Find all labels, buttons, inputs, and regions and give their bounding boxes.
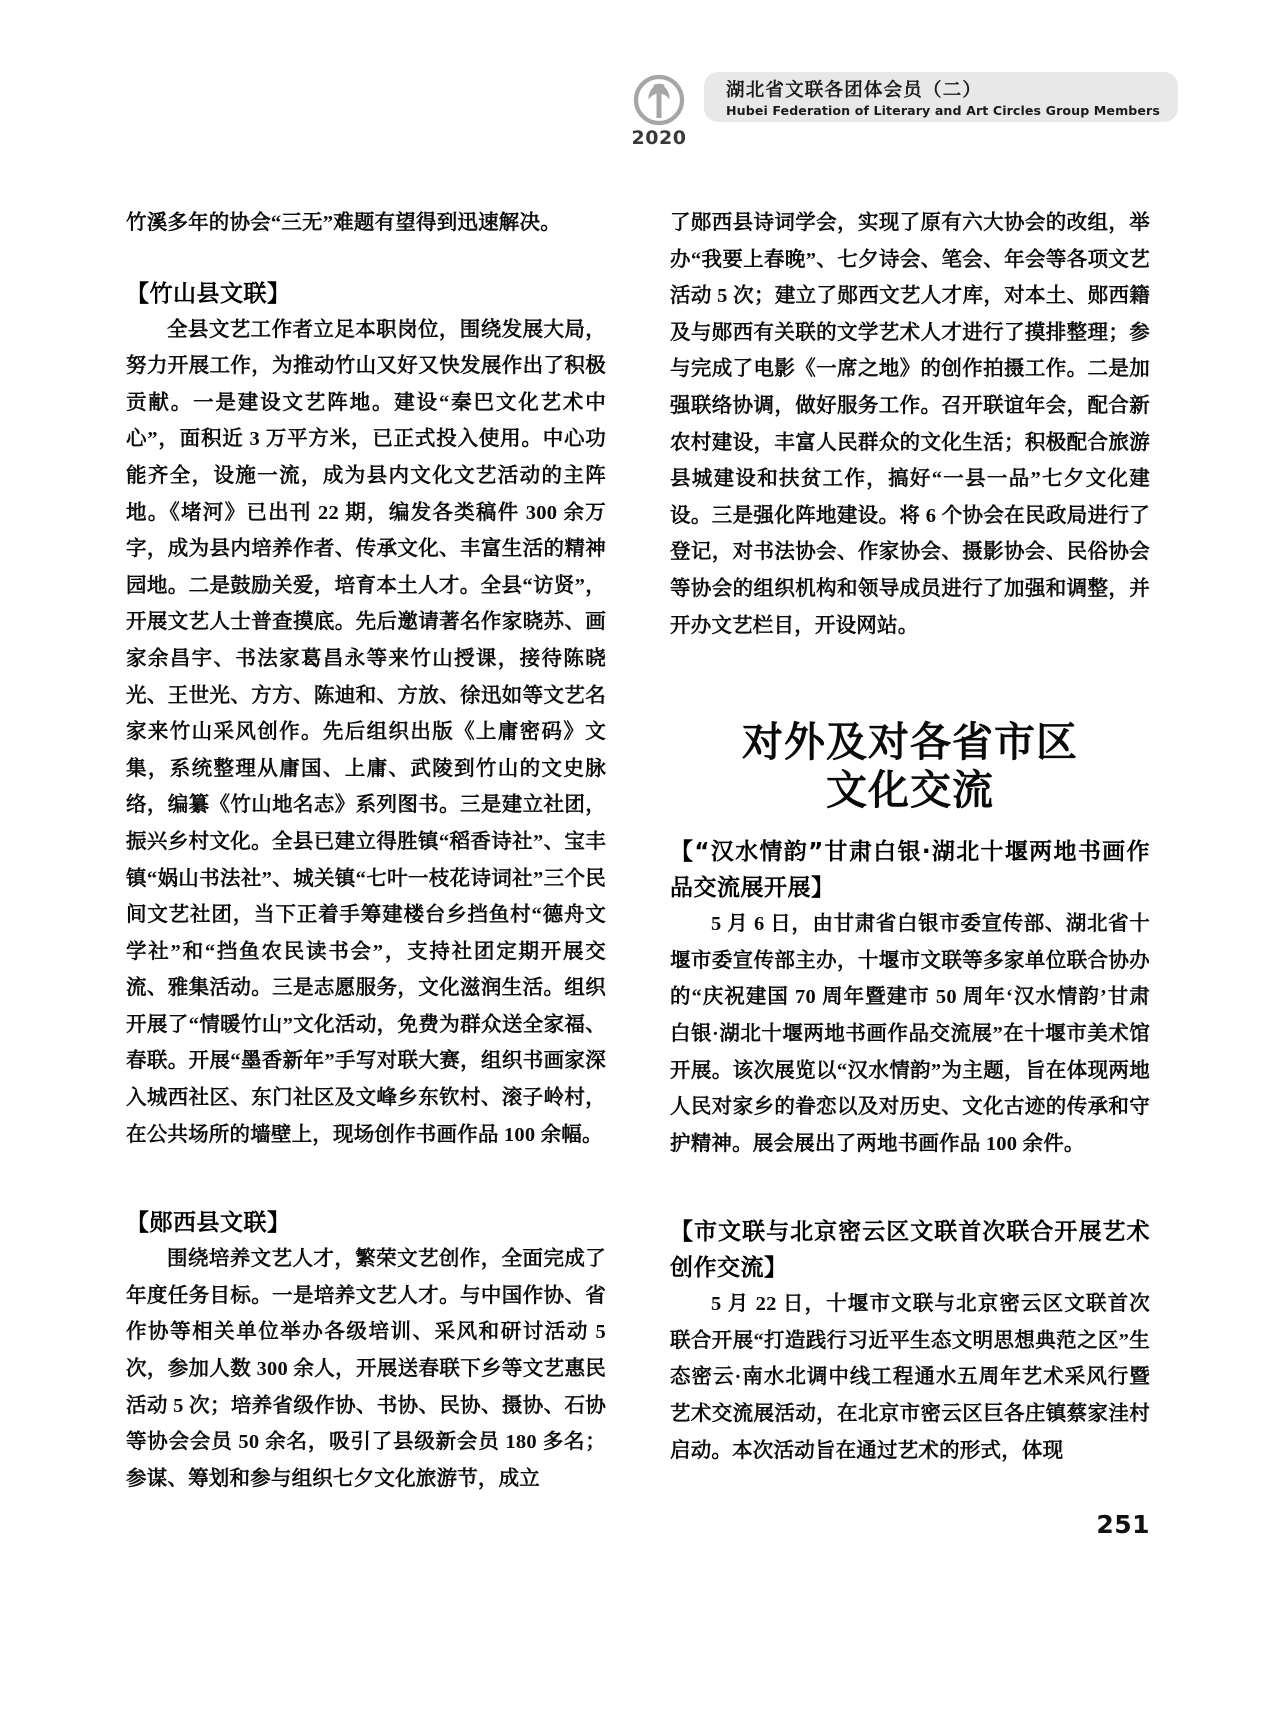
- spacer: [670, 814, 1150, 834]
- page-title: [670, 718, 1150, 814]
- section-heading-miyun-exchange: 【市文联与北京密云区文联首次联合开展艺术创作交流】: [670, 1219, 1150, 1282]
- hubei-federation-emblem-icon: [633, 74, 685, 126]
- section-body-yunxi: 围绕培养文艺人才，繁荣文艺创作，全面完成了年度任务目标。一是培养文艺人才。与中国作协、省作协等相关单位举办各级培训、采风和研讨活动 5 次，参加人数 300 余人，开展送春联下乡等文艺惠民活动 5 次；培养省级作协、书协、民协、摄协、石协等协会会员 50 余名，吸引了县级新会员 180 多名；参谋、筹划和参与组织七夕文化旅游节，成立: [126, 1248, 606, 1490]
- header-banner: [704, 72, 1178, 122]
- lead-paragraph: 竹溪多年的协会“三无”难题有望得到迅速解决。: [126, 212, 561, 234]
- spacer: [126, 242, 606, 276]
- header-logo-year: 2020: [631, 127, 687, 149]
- section-heading-yunxi: 【郧西县文联】: [126, 1210, 291, 1237]
- header-logo: [620, 74, 698, 149]
- page-title-line1: 对外及对各省市区: [742, 718, 1078, 767]
- section-body-miyun-exchange: 5 月 22 日，十堰市文联与北京密云区文联首次联合开展“打造践行习近平生态文明思想典范之区”生态密云·南水北调中线工程通水五周年艺术采风行暨艺术交流展活动，在北京市密云区巨各庄镇蔡家洼村启动。本次活动旨在通过艺术的形式，体现: [670, 1293, 1150, 1462]
- section-body-zhushan: 全县文艺工作者立足本职岗位，围绕发展大局，努力开展工作，为推动竹山又好又快发展作出了积极贡献。一是建设文艺阵地。建设“秦巴文化艺术中心”，面积近 3 万平方米，已正式投入使用。中心功能齐全，设施一流，成为县内文化文艺活动的主阵地。《堵河》已出刊 22 期，编发各类稿件 300 余万字，成为县内培养作者、传承文化、丰富生活的精神园地。二是鼓励关爱，培育本土人才。全县“访贤”，开展文艺人士普查摸底。先后邀请著名作家晓苏、画家余昌宇、书法家葛昌永等来竹山授课，接待陈晓光、王世光、方方、陈迪和、方放、徐迅如等文艺名家来竹山采风创作。先后组织出版《上庸密码》文集，系统整理从庸国、上庸、武陵到竹山的文史脉络，编纂《竹山地名志》系列图书。三是建立社团，振兴乡村文化。全县已建立得胜镇“稻香诗社”、宝丰镇“娲山书法社”、城关镇“七叶一枝花诗词社”三个民间文艺社团，当下正着手筹建楼台乡挡鱼村“德舟文学社”和“挡鱼农民读书会”，支持社团定期开展交流、雅集活动。三是志愿服务，文化滋润生活。组织开展了“情暖竹山”文化活动，免费为群众送全家福、春联。开展“墨香新年”手写对联大赛，组织书画家深入城西社区、东门社区及文峰乡东钦村、滚子岭村，在公共场所的墙壁上，现场创作书画作品 100 余幅。: [126, 318, 606, 1146]
- page-header: [620, 72, 1160, 149]
- left-column: [126, 205, 606, 1495]
- section-heading-hanshui-exhibition: 【“汉水情韵”甘肃白银·湖北十堰两地书画作品交流展开展】: [670, 839, 1150, 902]
- continued-paragraph: 了郧西县诗词学会，实现了原有六大协会的改组，举办“我要上春晚”、七夕诗会、笔会、年会等各项文艺活动 5 次；建立了郧西文艺人才库，对本土、郧西籍及与郧西有关联的文学艺术人才进行了摸排整理；参与完成了电影《一席之地》的创作拍摄工作。二是加强联络协调，做好服务工作。召开联谊年会，配合新农村建设，丰富人民群众的文化生活；积极配合旅游县城建设和扶贫工作，搞好“一县一品”七夕文化建设。三是强化阵地建设。将 6 个协会在民政局进行了登记，对书法协会、作家协会、摄影协会、民俗协会等协会的组织机构和领导成员进行了加强和调整，并开办文艺栏目，开设网站。: [670, 212, 1150, 637]
- section-heading-zhushan: 【竹山县文联】: [126, 280, 291, 307]
- header-title-cn: 湖北省文联各团体会员（二）: [726, 80, 983, 101]
- spacer: [126, 1153, 606, 1205]
- spacer: [670, 1162, 1150, 1214]
- body-columns: [126, 205, 1150, 1495]
- spacer: [670, 644, 1150, 718]
- page-number: 251: [1096, 1510, 1150, 1539]
- header-title-en: Hubei Federation of Literary and Art Circles Group Members: [726, 103, 1160, 119]
- page-title-line2: 文化交流: [826, 766, 994, 815]
- section-body-hanshui-exhibition: 5 月 6 日，由甘肃省白银市委宣传部、湖北省十堰市委宣传部主办，十堰市文联等多家单位联合协办的“庆祝建国 70 周年暨建市 50 周年‘汉水情韵’甘肃白银·湖北十堰两地书画作品交流展”在十堰市美术馆开展。该次展览以“汉水情韵”为主题，旨在体现两地人民对家乡的眷恋以及对历史、文化古迹的传承和守护精神。展会展出了两地书画作品 100 余件。: [670, 913, 1150, 1155]
- right-column: [670, 205, 1150, 1495]
